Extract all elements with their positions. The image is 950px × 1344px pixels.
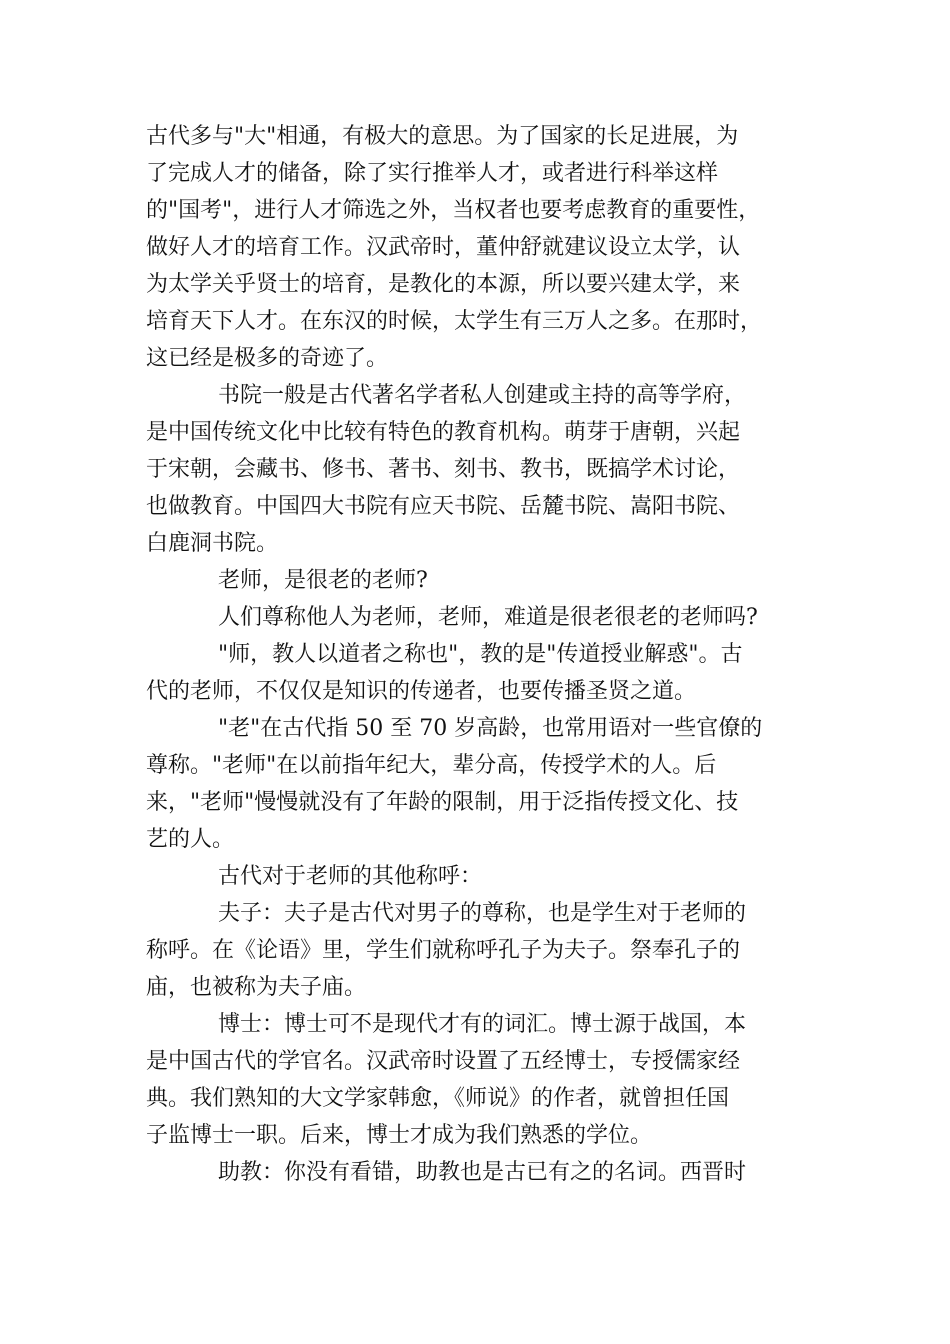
text-line: 来，"老师"慢慢就没有了年龄的限制，用于泛指传授文化、技 — [146, 790, 739, 815]
text-line: 书院一般是古代著名学者私人创建或主持的高等学府， — [218, 383, 747, 408]
text-line: 为太学关乎贤士的培育，是教化的本源，所以要兴建太学，来 — [146, 272, 741, 297]
text-line: 是中国传统文化中比较有特色的教育机构。萌芽于唐朝，兴起 — [146, 420, 741, 445]
text-line: 了完成人才的储备，除了实行推举人才，或者进行科举这样 — [146, 161, 719, 186]
text-line: 称呼。在《论语》里，学生们就称呼孔子为夫子。祭奉孔子的 — [146, 938, 741, 963]
text-line: 做好人才的培育工作。汉武帝时，董仲舒就建议设立太学，认 — [146, 235, 741, 260]
text-line: 于宋朝，会藏书、修书、著书、刻书、教书，既搞学术讨论， — [146, 457, 741, 482]
text-line: 人们尊称他人为老师，老师，难道是很老很老的老师吗? — [218, 605, 758, 630]
text-line: 子监博士一职。后来，博士才成为我们熟悉的学位。 — [146, 1123, 653, 1148]
text-line: 典。我们熟知的大文学家韩愈，《师说》的作者，就曾担任国 — [146, 1086, 730, 1111]
text-line: 是中国古代的学官名。汉武帝时设置了五经博士，专授儒家经 — [146, 1049, 741, 1074]
text-line: 古代对于老师的其他称呼： — [218, 864, 483, 889]
text-line: 老师，是很老的老师? — [218, 568, 428, 593]
text-line: 庙，也被称为夫子庙。 — [146, 975, 367, 1000]
text-line: 这已经是极多的奇迹了。 — [146, 346, 389, 371]
document-body — [146, 118, 806, 1191]
text-line: 也做教育。中国四大书院有应天书院、岳麓书院、嵩阳书院、 — [146, 494, 741, 519]
text-line: 尊称。"老师"在以前指年纪大，辈分高，传授学术的人。后 — [146, 753, 717, 778]
text-line: 艺的人。 — [146, 827, 235, 852]
text-line: 培育天下人才。在东汉的时候，太学生有三万人之多。在那时， — [146, 309, 763, 334]
text-line: 夫子：夫子是古代对男子的尊称，也是学生对于老师的 — [218, 901, 747, 926]
text-line: "师，教人以道者之称也"，教的是"传道授业解惑"。古 — [218, 642, 743, 667]
text-line: 的"国考"，进行人才筛选之外，当权者也要考虑教育的重要性， — [146, 198, 761, 223]
text-line: 代的老师，不仅仅是知识的传递者，也要传播圣贤之道。 — [146, 679, 697, 704]
text-line: 博士：博士可不是现代才有的词汇。博士源于战国，本 — [218, 1012, 747, 1037]
text-line: 古代多与"大"相通，有极大的意思。为了国家的长足进展，为 — [146, 124, 739, 149]
text-line: 白鹿洞书院。 — [146, 531, 279, 556]
text-line: 助教：你没有看错，助教也是古已有之的名词。西晋时 — [218, 1160, 747, 1185]
text-line: "老"在古代指 50 至 70 岁高龄，也常用语对一些官僚的 — [218, 716, 763, 741]
